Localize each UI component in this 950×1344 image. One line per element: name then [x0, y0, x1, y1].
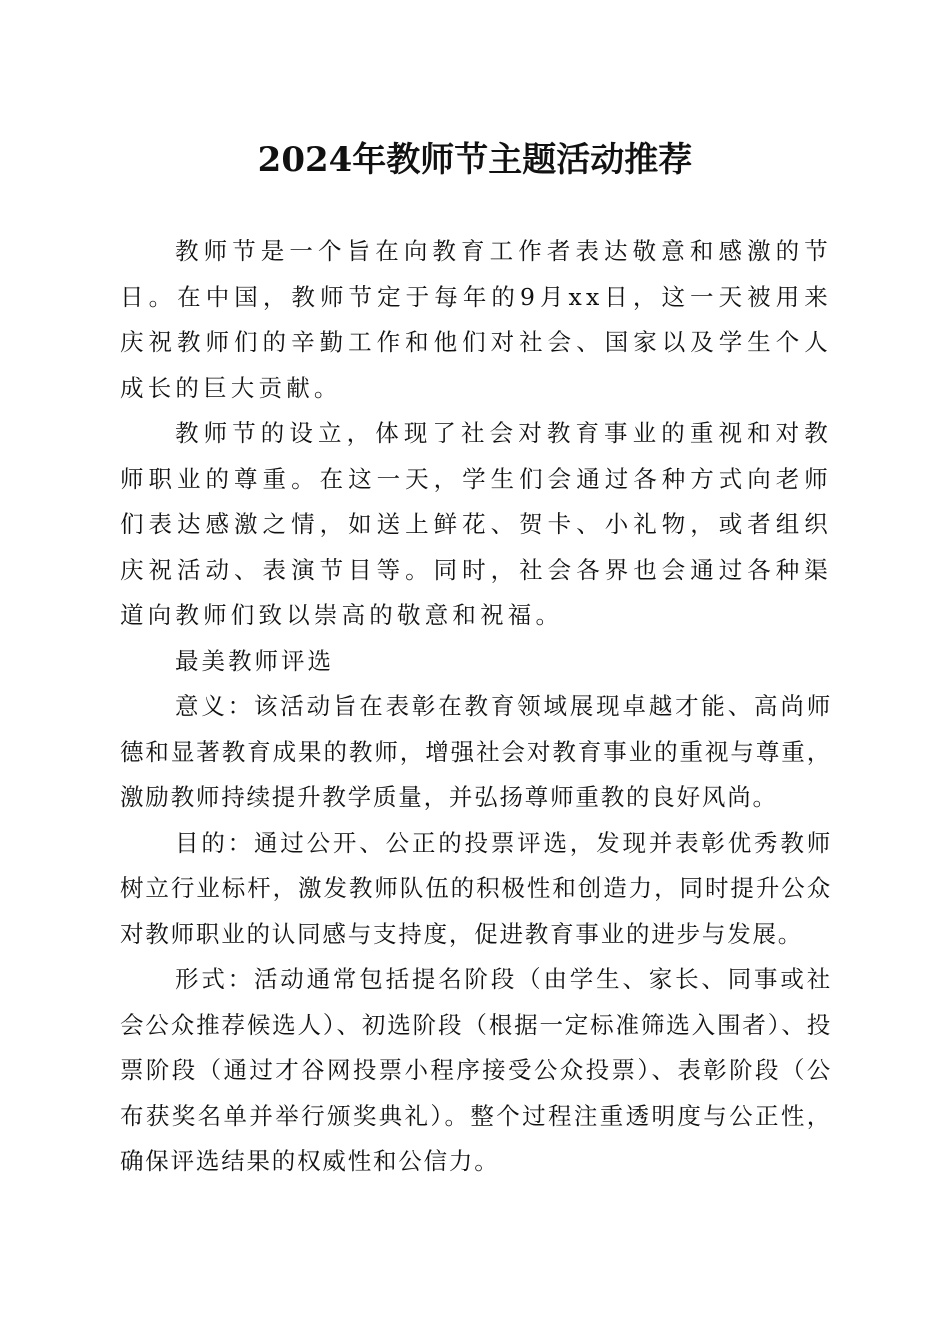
paragraph-meaning: 意义：该活动旨在表彰在教育领域展现卓越才能、高尚师德和显著教育成果的教师，增强社会对教育事业的重视与尊重，激励教师持续提升教学质量，并弘扬尊师重教的良好风尚。 — [120, 692, 832, 811]
paragraph-format: 形式：活动通常包括提名阶段（由学生、家长、同事或社会公众推荐候选人）、初选阶段（根据一定标准筛选入围者）、投票阶段（通过才谷网投票小程序接受公众投票）、表彰阶段（公布获奖名单并举行颁奖典礼）。整个过程注重透明度与公正性，确保评选结果的权威性和公信力。 — [120, 965, 832, 1175]
paragraph-intro: 教师节是一个旨在向教育工作者表达敬意和感激的节日。在中国，教师节定于每年的9月xx日，这一天被用来庆祝教师们的辛勤工作和他们对社会、国家以及学生个人成长的巨大贡献。 — [120, 237, 832, 402]
paragraph-purpose: 目的：通过公开、公正的投票评选，发现并表彰优秀教师树立行业标杆，激发教师队伍的积极性和创造力，同时提升公众对教师职业的认同感与支持度，促进教育事业的进步与发展。 — [120, 828, 832, 948]
section-heading-best-teacher: 最美教师评选 — [175, 646, 334, 675]
document-title: 2024年教师节主题活动推荐 — [257, 140, 693, 180]
document-body — [120, 229, 832, 1185]
paragraph-significance: 教师节的设立，体现了社会对教育事业的重视和对教师职业的尊重。在这一天，学生们会通过各种方式向老师们表达感激之情，如送上鲜花、贺卡、小礼物，或者组织庆祝活动、表演节目等。同时，社会各界也会通过各种渠道向教师们致以崇高的敬意和祝福。 — [120, 419, 832, 629]
